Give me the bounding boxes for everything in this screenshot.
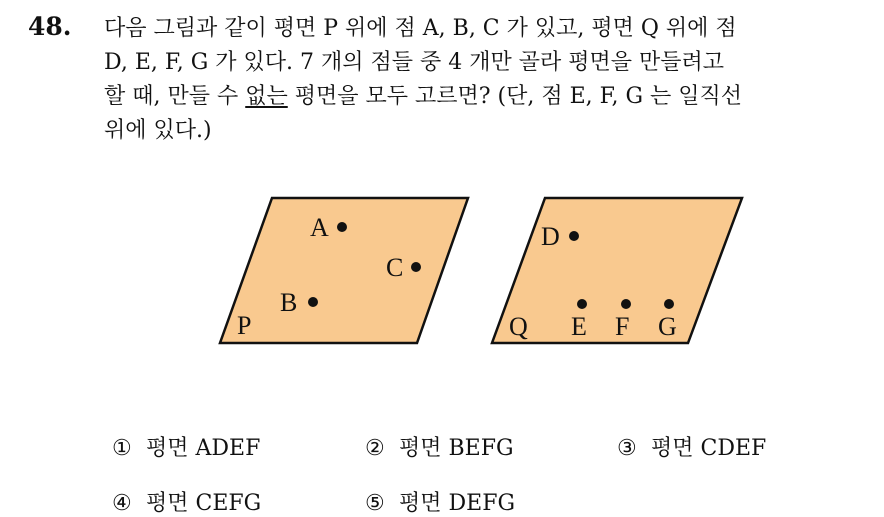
stem-line-1: 다음 그림과 같이 평면 P 위에 점 A, B, C 가 있고, 평면 Q 위에 점 bbox=[104, 16, 737, 41]
point-e-dot bbox=[577, 299, 587, 309]
choice-4[interactable] bbox=[112, 486, 261, 517]
choice-3-text: 평면 CDEF bbox=[651, 436, 767, 461]
point-d-dot bbox=[569, 231, 579, 241]
plane-p-shape bbox=[220, 198, 468, 343]
choice-5-text: 평면 DEFG bbox=[399, 491, 516, 516]
point-b-label: B bbox=[280, 288, 298, 317]
stem-line-2: D, E, F, G 가 있다. 7 개의 점들 중 4 개만 골라 평면을 만들려고 bbox=[104, 50, 724, 75]
choice-2-text: 평면 BEFG bbox=[399, 436, 514, 461]
choice-5[interactable] bbox=[365, 486, 515, 517]
point-a-label: A bbox=[310, 213, 329, 242]
underlined-word: 없는 bbox=[245, 84, 288, 109]
point-f-dot bbox=[621, 299, 631, 309]
point-g-dot bbox=[664, 299, 674, 309]
question-number: 48. bbox=[28, 12, 72, 41]
choice-4-mark: ④ bbox=[112, 491, 132, 516]
point-g-label: G bbox=[658, 312, 677, 341]
choice-5-mark: ⑤ bbox=[365, 491, 385, 516]
point-f-label: F bbox=[615, 312, 630, 341]
choice-1-text: 평면 ADEF bbox=[146, 436, 261, 461]
plane-q-label: Q bbox=[509, 312, 528, 341]
point-c-dot bbox=[411, 262, 421, 272]
point-b-dot bbox=[308, 297, 318, 307]
choice-4-text: 평면 CEFG bbox=[146, 491, 262, 516]
point-c-label: C bbox=[386, 253, 404, 282]
stem-line-3-end: 평면을 모두 고르면? (단, 점 E, F, G 는 일직선 bbox=[287, 84, 743, 109]
choice-2[interactable] bbox=[365, 431, 514, 462]
choice-2-mark: ② bbox=[365, 436, 385, 461]
point-e-label: E bbox=[571, 312, 587, 341]
choice-1-mark: ① bbox=[112, 436, 132, 461]
choice-3-mark: ③ bbox=[617, 436, 637, 461]
choice-1[interactable] bbox=[112, 431, 260, 462]
choice-3[interactable] bbox=[617, 431, 766, 462]
plane-p-label: P bbox=[237, 311, 252, 340]
stem-line-3-start: 할 때, 만들 수 bbox=[104, 84, 246, 109]
point-a-dot bbox=[337, 222, 347, 232]
point-d-label: D bbox=[541, 222, 560, 251]
stem-line-4: 위에 있다.) bbox=[104, 118, 212, 143]
